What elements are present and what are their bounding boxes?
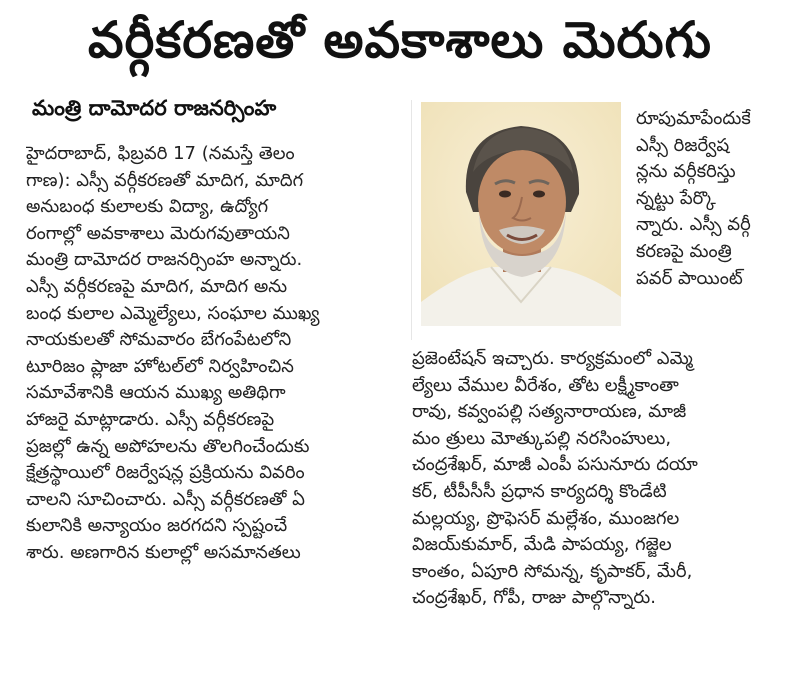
portrait-image — [421, 102, 621, 326]
article-line: అనుబంధ కులాలకు విద్యా, ఉద్యోగ — [26, 196, 269, 218]
article-line: గాణ): ఎస్సీ వర్గీకరణతో మాదిగ, మాదిగ — [26, 169, 304, 191]
article-line: విజయ్‌కుమార్, మేడి పాపయ్య, గజ్జెల — [412, 534, 672, 556]
article-line: నాయకులతో సోమవారం బేగంపేటలోని — [26, 329, 292, 351]
article-line: కులానికి అన్యాయం జరగదని స్పష్టంచే — [26, 515, 288, 537]
headline: వర్గీకరణతో అవకాశాలు మెరుగు — [88, 11, 712, 69]
article-line: ల్యేలు వేముల వీరేశం, తోట లక్ష్మీకాంతా — [412, 374, 679, 396]
article-line: రూపుమాపేందుకే — [636, 108, 751, 129]
article-column-right — [412, 346, 788, 612]
article-line: ప్రజెంటేషన్ ఇచ్చారు. కార్యక్రమంలో ఎమ్మె — [412, 348, 693, 369]
article-line: సమావేశానికి ఆయన ముఖ్య అతిథిగా — [26, 382, 286, 404]
article-column-right-top — [636, 106, 786, 292]
column-divider — [411, 100, 412, 340]
article-line: మంత్రి దామోదర రాజనర్సింహ అన్నారు. — [26, 249, 303, 271]
byline: మంత్రి దామోదర రాజనర్సింహ — [32, 96, 277, 120]
article-line: కర్, టీపీసీసీ ప్రధాన కార్యదర్శి కొండేటి — [412, 480, 667, 502]
article-line: చంద్రశేఖర్, మాజీ ఎంపీ పసునూరు దయా — [412, 454, 698, 476]
article-line: హాజరై మాట్లాడారు. ఎస్సీ వర్గీకరణపై — [26, 408, 275, 430]
article-line: ప్రజల్లో ఉన్న అపోహలను తొలగించేందుకు — [26, 435, 310, 457]
article-line: ఎస్సీ రిజర్వేష — [636, 134, 730, 156]
article-line: రంగాల్లో అవకాశాలు మెరుగవుతాయని — [26, 222, 290, 244]
minister-photo — [421, 102, 621, 326]
article-line: టూరిజం ప్లాజా హోటల్‌లో నిర్వహించిన — [26, 355, 294, 377]
article-line: హైదరాబాద్, ఫిబ్రవరి 17 (నమస్తే తెలం — [26, 143, 295, 164]
article-line: న్లను వర్గీకరిస్తు — [636, 161, 736, 183]
article-line: రావు, కవ్వంపల్లి సత్యనారాయణ, మాజీ — [412, 401, 687, 423]
article-line: న్నట్టు పేర్కొ — [636, 187, 716, 209]
article-line: పవర్ పాయింట్ — [636, 267, 743, 289]
article-line: మల్లయ్య, ప్రొఫెసర్ మల్లేశం, ముంజగల — [412, 507, 680, 529]
article-line: కరణపై మంత్రి — [636, 240, 732, 262]
article-line: కాంతం, ఏపూరి సోమన్న, కృపాకర్, మేరీ, — [412, 560, 693, 582]
article-line: శారు. అణగారిన కులాల్లో అసమానతలు — [26, 541, 301, 563]
article-line: ఎస్సీ వర్గీకరణపై మాదిగ, మాదిగ అను — [26, 275, 288, 297]
article-line: చంద్రశేఖర్, గోపీ, రాజు పాల్గొన్నారు. — [412, 587, 656, 609]
article-line: బంధ కులాల ఎమ్మెల్యేలు, సంఘాల ముఖ్య — [26, 302, 320, 324]
article-column-left — [26, 141, 404, 567]
article-line: క్షేత్రస్థాయిలో రిజర్వేషన్ల ప్రక్రియను వివరిం — [26, 462, 305, 484]
article-line: న్నారు. ఎస్సీ వర్గీ — [636, 214, 751, 236]
article-line: మం త్రులు మోత్కుపల్లి నరసింహులు, — [412, 427, 672, 449]
article-line: చాలని సూచించారు. ఎస్సీ వర్గీకరణతో ఏ — [26, 488, 305, 510]
